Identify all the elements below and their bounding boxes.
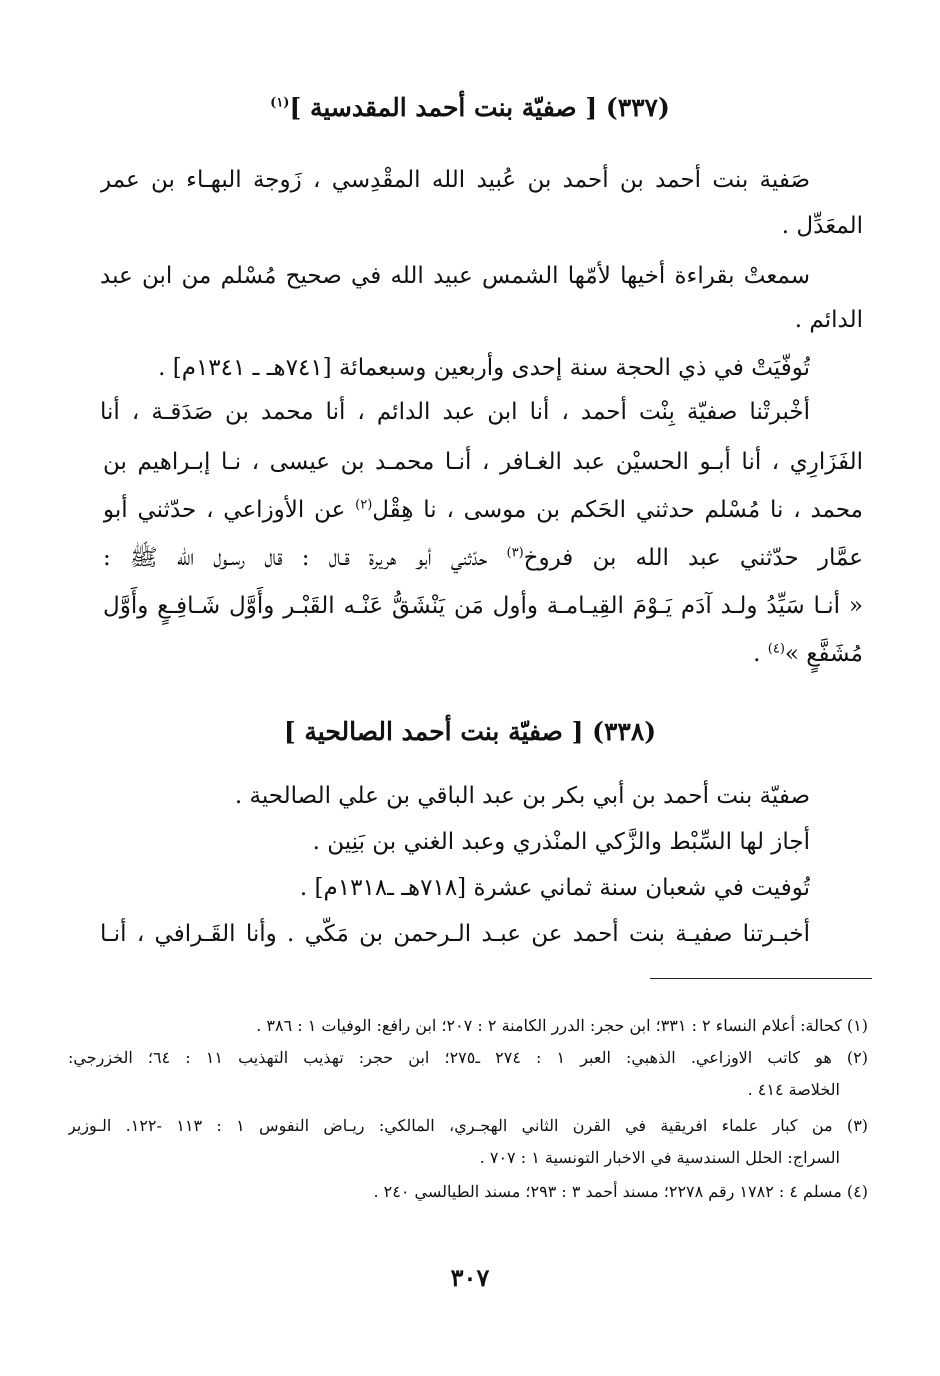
entry-338-line-4: أخبـرتنا صفيـة بنت أحمد عن عبـد الـرحمن بن مَكّي . وأنا القَـرافي ، أنـا: [100, 921, 810, 947]
entry-337-line-9a: عمَّار حدّثني عبد الله بن فروخ: [523, 545, 863, 571]
entry-337-hadith-end-dot: .: [753, 641, 768, 667]
footnote-1: (١) كحالة: أعلام النساء ٢ : ٣٣١؛ ابن حجر: الدرر الكامنة ٢ : ٢٠٧؛ ابن رافع: الوفيات ١ : ٣٨٦ .: [256, 1016, 868, 1035]
entry-337-line-3: سمعتْ بقراءة أخيها لأمّها الشمس عبيد الله في صحيح مُسْلم من ابن عبد: [100, 263, 810, 289]
entry-338-line-2: أجاز لها السِّبْط والزَّكي المنْذري وعبد الغني بن بَنِين .: [312, 829, 810, 855]
entry-337-line-4: الدائم .: [794, 307, 863, 333]
entry-337-line-5: تُوفّيَتْ في ذي الحجة سنة إحدى وأربعين وسبعمائة [٧٤١هـ ـ ١٣٤١م] .: [158, 355, 810, 381]
footnote-ref-1: (١): [270, 95, 290, 111]
entry-337-heading: [110, 88, 830, 128]
footnote-ref-2: (٢): [355, 497, 373, 513]
entry-338-line-3: تُوفيت في شعبان سنة ثماني عشرة [٧١٨هـ ـ١٣١٨م] .: [299, 875, 810, 901]
footnote-3-cont: السراج: الحلل السندسية في الاخبار التونسية ١ : ٧٠٧ .: [479, 1148, 840, 1167]
entry-337-line-7: الفَزَارِي ، أنا أبـو الحسيْن عبد الغـافر ، أنـا محمـد بن عيسى ، نـا إبـراهيم بن: [103, 449, 863, 475]
footnote-2-cont: الخلاصة ٤١٤ .: [747, 1080, 840, 1099]
entry-337-line-1: صَفية بنت أحمد بن أحمد بن عُبيد الله المقْدِسي ، زَوجة البهـاء بن عمر: [100, 167, 810, 193]
entry-337-title: (٣٣٧) [ صفيّة بنت أحمد المقدسية ]: [289, 93, 670, 122]
footnote-2: (٢) هو كاتب الاوزاعي. الذهبي: العبر ١ : ٢٧٤ ـ٢٧٥؛ ابن حجر: تهذيب التهذيب ١١ : ٦٤؛ الخزرجي:: [68, 1048, 868, 1067]
footnote-ref-4: (٤): [767, 641, 785, 657]
footnote-separator: [650, 978, 872, 979]
entry-337-line-9: [103, 538, 863, 578]
entry-337-line-9b: حدّثني أبو هريرة قـال : قال رسـول اللّه ﷺ :: [103, 545, 488, 571]
entry-338-line-1: صفيّة بنت أحمد بن أبي بكر بن عبد الباقي بن علي الصالحية .: [234, 783, 810, 809]
entry-337-line-8a: محمد ، نا مُسْلم حدثني الحَكم بن موسى ، نا هِقْل: [372, 497, 863, 523]
footnote-3: (٣) من كبار علماء افريقية في القرن الثاني الهجـري، المالكي: ريـاض النفوس ١ : ١١٣ -١٢٢. الـوزير: [68, 1116, 868, 1135]
entry-337-line-2: المعَدِّل .: [781, 213, 863, 239]
entry-338-heading: (٣٣٨) [ صفيّة بنت أحمد الصالحية ]: [283, 717, 657, 746]
entry-337-line-8: [103, 490, 863, 530]
entry-337-line-8b: عن الأوزاعي ، حدّثني أبو: [103, 497, 346, 523]
entry-337-line-6: أخْبرتْنا صفيّة بِنْت أحمد ، أنا ابن عبد الدائم ، أنا محمد بن صَدَقـة ، أنا: [100, 399, 810, 425]
page-number: ٣٠٧: [450, 1263, 490, 1292]
entry-337-hadith-line: « أنـا سَيِّدُ ولـد آدَم يَـوْمَ القِيـامـة وأول مَن يَنْشَقُّ عَنْـه القَبْـر وأَوَّل شَـافِـعٍ وأَوَّل: [103, 593, 863, 619]
entry-337-hadith-end: [103, 634, 863, 674]
footnote-ref-3: (٣): [506, 545, 524, 561]
entry-337-hadith-end-text: مُشَفَّعٍ »: [784, 641, 863, 667]
footnote-4: (٤) مسلم ٤ : ١٧٨٢ رقم ٢٢٧٨؛ مسند أحمد ٣ : ٢٩٣؛ مسند الطيالسي ٢٤٠ .: [373, 1182, 868, 1201]
